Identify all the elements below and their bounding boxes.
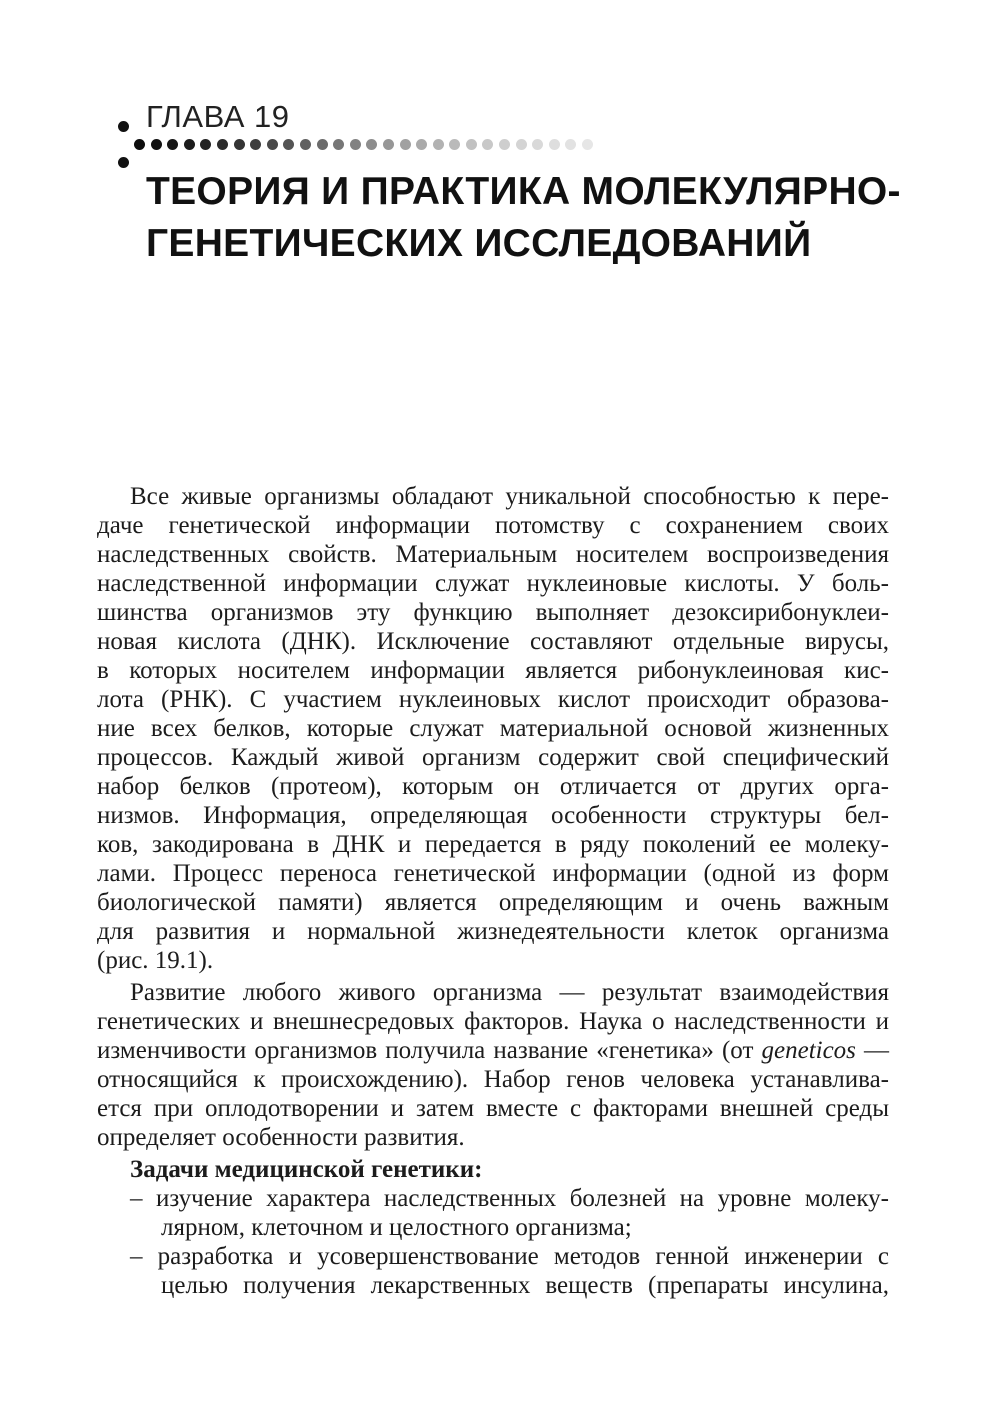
- ornament-dot: [433, 139, 444, 150]
- ornament-dot: [516, 139, 527, 150]
- text-line: лота (РНК). С участием нуклеиновых кислот происходит образова-: [97, 686, 889, 713]
- ornament-dot: [151, 139, 162, 150]
- paragraph-2: [97, 978, 889, 1152]
- chapter-title: [146, 166, 946, 270]
- ornament-dot-top: [118, 121, 129, 132]
- text-line: низмов. Информация, определяющая особенности структуры бел-: [97, 802, 889, 829]
- body-text: [97, 482, 889, 1300]
- text-fragment: изменчивости организмов получила название «генетика» (от: [97, 1037, 762, 1064]
- text-line: процессов. Каждый живой организм содержит свой специфический: [97, 744, 889, 771]
- list-item: [97, 1242, 889, 1300]
- text-line: Развитие любого живого организма — результат взаимодействия: [130, 979, 889, 1006]
- ornament-dot: [234, 139, 245, 150]
- text-line: наследственных свойств. Материальным носителем воспроизведения: [97, 541, 889, 568]
- text-line: даче генетической информации потомству с сохранением своих: [97, 512, 889, 539]
- ornament-dot: [549, 139, 560, 150]
- ornament-dot: [499, 139, 510, 150]
- ornament-dot: [449, 139, 460, 150]
- ornament-dot: [134, 139, 145, 150]
- text-line: (рис. 19.1).: [97, 947, 214, 974]
- list-item: [97, 1184, 889, 1242]
- ornament-dot: [250, 139, 261, 150]
- ornament-dot: [217, 139, 228, 150]
- text-line: в которых носителем информации является рибонуклеиновая кис-: [97, 657, 889, 684]
- text-line: – разработка и усовершенствование методов генной инженерии с: [130, 1243, 889, 1270]
- ornament-dot: [300, 139, 311, 150]
- text-line: биологической памяти) является определяющим и очень важным: [97, 889, 889, 916]
- ornament-dot: [416, 139, 427, 150]
- tasks-heading: Задачи медицинской генетики:: [130, 1156, 483, 1183]
- text-line: шинства организмов эту функцию выполняет дезоксирибонуклеи-: [97, 599, 889, 626]
- ornament-dot: [333, 139, 344, 150]
- text-line: Все живые организмы обладают уникальной способностью к пере-: [130, 483, 889, 510]
- chapter-label: ГЛАВА 19: [146, 99, 290, 134]
- paragraph-1: [97, 482, 889, 975]
- chapter-title-line: ГЕНЕТИЧЕСКИХ ИССЛЕДОВАНИЙ: [146, 222, 812, 265]
- text-line: наследственной информации служат нуклеиновые кислоты. У боль-: [97, 570, 889, 597]
- ornament-dot-bottom: [118, 157, 129, 168]
- ornament-dot: [200, 139, 211, 150]
- text-line: лами. Процесс переноса генетической информации (одной из форм: [97, 860, 889, 887]
- text-line: относящийся к происхождению). Набор генов человека устанавлива-: [97, 1066, 889, 1093]
- ornament-dot-row: [134, 137, 599, 151]
- text-line: ков, закодирована в ДНК и передается в ряду поколений ее молеку-: [97, 831, 889, 858]
- ornament-dot: [400, 139, 411, 150]
- text-line: ется при оплодотворении и затем вместе с факторами внешней среды: [97, 1095, 889, 1122]
- ornament-dot: [466, 139, 477, 150]
- text-line: [97, 1036, 889, 1065]
- ornament-dot: [383, 139, 394, 150]
- ornament-dot: [283, 139, 294, 150]
- italic-term: geneticos: [761, 1037, 856, 1064]
- text-fragment: —: [855, 1037, 890, 1064]
- text-line: генетических и внешнесредовых факторов. Наука о наследственности и: [97, 1008, 889, 1035]
- text-line: лярном, клеточном и целостного организма;: [161, 1214, 632, 1241]
- ornament-dot: [267, 139, 278, 150]
- text-line: целью получения лекарственных веществ (препараты инсулина,: [161, 1272, 889, 1299]
- text-line: для развития и нормальной жизнедеятельности клеток организма: [97, 918, 889, 945]
- ornament-dot: [167, 139, 178, 150]
- ornament-dot: [565, 139, 576, 150]
- ornament-dot: [350, 139, 361, 150]
- ornament-dot: [184, 139, 195, 150]
- ornament-dot: [366, 139, 377, 150]
- text-line: – изучение характера наследственных болезней на уровне молеку-: [130, 1185, 889, 1212]
- text-line: набор белков (протеом), которым он отличается от других орга-: [97, 773, 889, 800]
- text-line: новая кислота (ДНК). Исключение составляют отдельные вирусы,: [97, 628, 889, 655]
- ornament-dot: [582, 139, 593, 150]
- chapter-title-line: ТЕОРИЯ И ПРАКТИКА МОЛЕКУЛЯРНО-: [146, 170, 901, 213]
- ornament-dot: [317, 139, 328, 150]
- ornament-dot: [482, 139, 493, 150]
- text-line: определяет особенности развития.: [97, 1124, 465, 1151]
- ornament-dot: [532, 139, 543, 150]
- tasks-section: [97, 1155, 889, 1300]
- text-line: ние всех белков, которые служат материальной основой жизненных: [97, 715, 889, 742]
